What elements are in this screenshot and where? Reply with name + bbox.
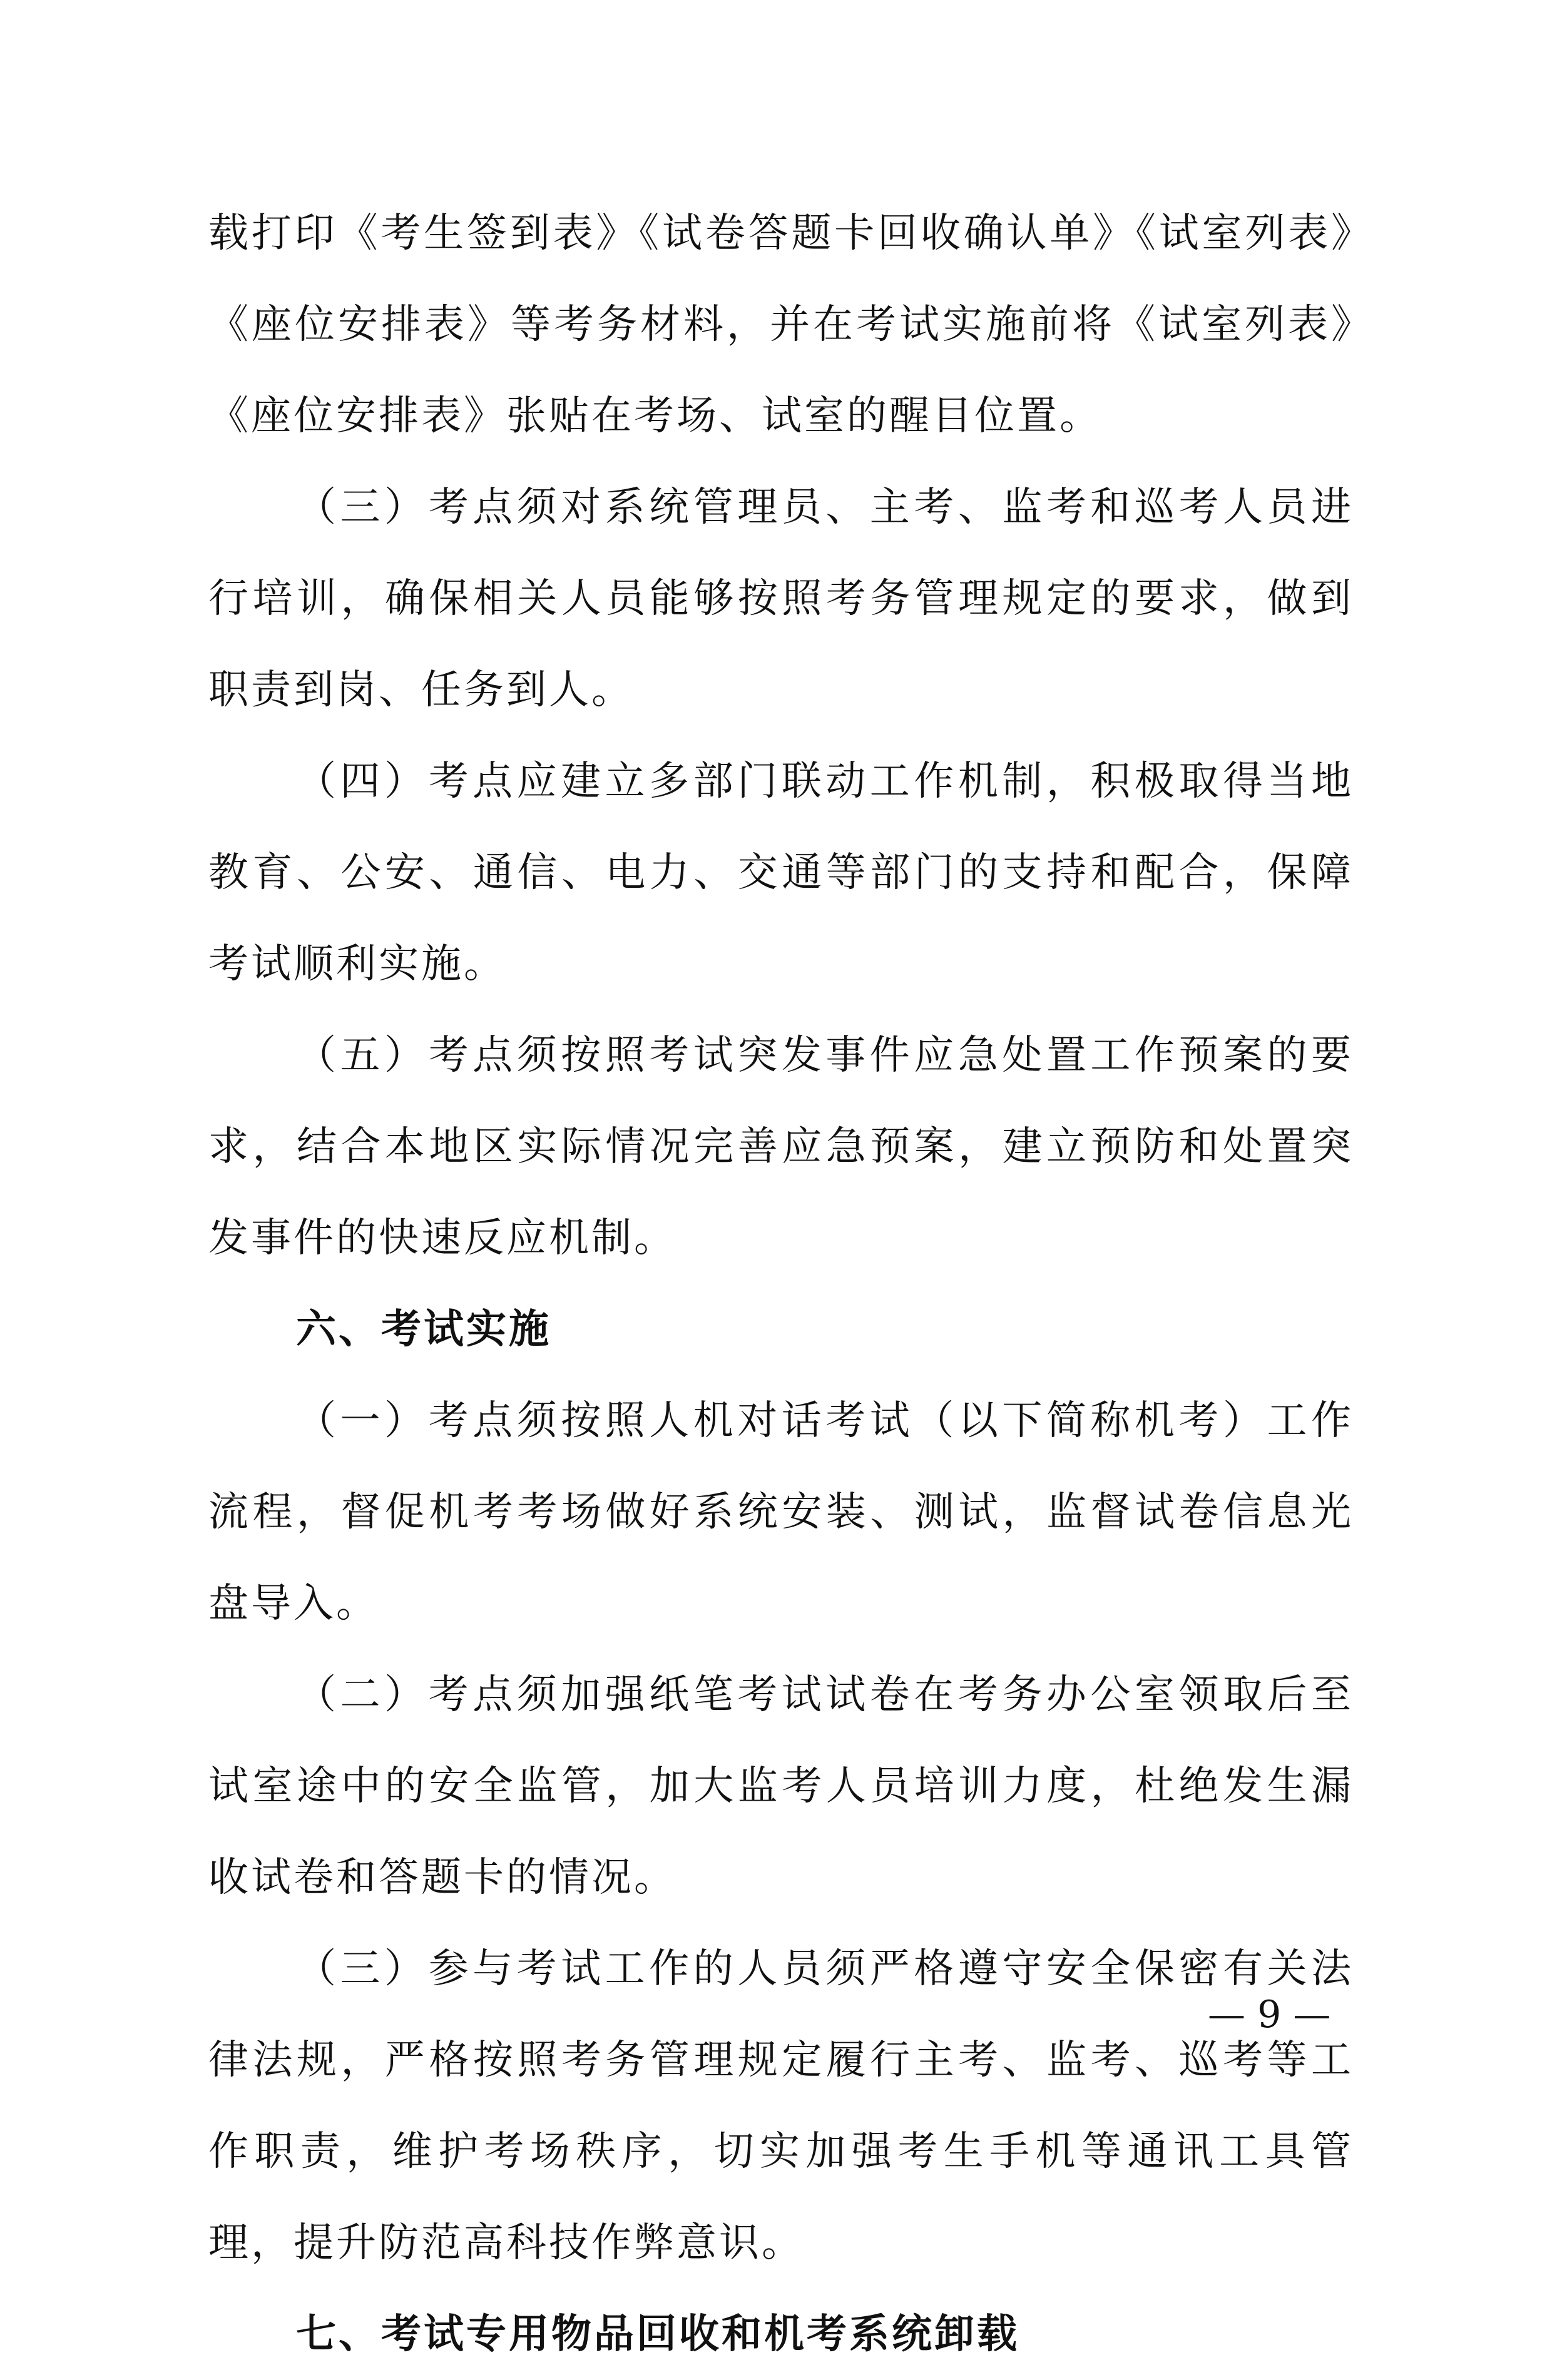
paragraph: （二）考点须加强纸笔考试试卷在考务办公室领取后至试室途中的安全监管，加大监考人员培训力度，杜绝发生漏收试卷和答题卡的情况。 xyxy=(208,1672,1354,1901)
page-number: — 9 — xyxy=(1208,1993,1331,2037)
document-body xyxy=(208,188,1354,2380)
paragraph: （三）考点须对系统管理员、主考、监考和巡考人员进行培训，确保相关人员能够按照考务管理规定的要求，做到职责到岗、任务到人。 xyxy=(208,484,1354,713)
paragraph: （五）考点须按照考试突发事件应急处置工作预案的要求，结合本地区实际情况完善应急预案，建立预防和处置突发事件的快速反应机制。 xyxy=(208,1032,1354,1261)
section-heading: 六、考试实施 xyxy=(296,1306,551,1353)
section-heading: 七、考试专用物品回收和机考系统卸载 xyxy=(296,2311,1019,2357)
paragraph: （一）考点须按照人机对话考试（以下简称机考）工作流程，督促机考考场做好系统安装、测试，监督试卷信息光盘导入。 xyxy=(208,1398,1354,1627)
paragraph: 载打印《考生签到表》《试卷答题卡回收确认单》《试室列表》《座位安排表》等考务材料，并在考试实施前将《试室列表》《座位安排表》张贴在考场、试室的醒目位置。 xyxy=(208,210,1354,439)
paragraph: （四）考点应建立多部门联动工作机制，积极取得当地教育、公安、通信、电力、交通等部门的支持和配合，保障考试顺利实施。 xyxy=(208,758,1354,987)
paragraph: （三）参与考试工作的人员须严格遵守安全保密有关法律法规，严格按照考务管理规定履行主考、监考、巡考等工作职责，维护考场秩序，切实加强考生手机等通讯工具管理，提升防范高科技作弊意识。 xyxy=(208,1946,1354,2266)
